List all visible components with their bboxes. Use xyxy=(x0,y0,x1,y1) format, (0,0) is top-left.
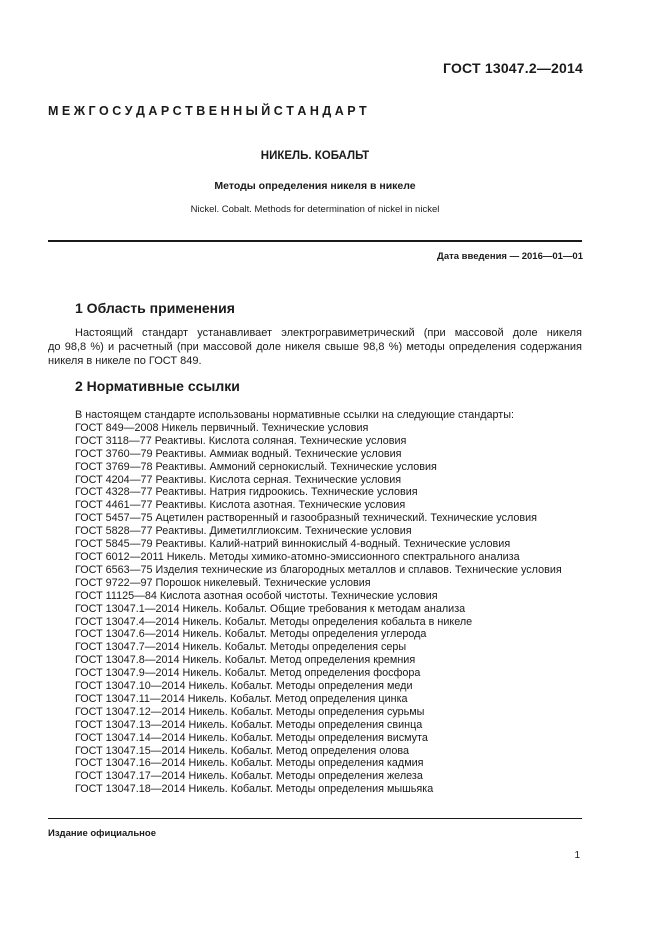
section-1-line: до 98,8 %) и расчетный (при массовой доле никеля свыше 98,8 %) методы определения содержания xyxy=(48,341,582,354)
reference-item: ГОСТ 5457—75 Ацетилен растворенный и газообразный технический. Технические условия xyxy=(75,512,538,525)
reference-item: ГОСТ 13047.12—2014 Никель. Кобальт. Методы определения сурьмы xyxy=(75,705,425,718)
header-divider xyxy=(48,240,582,242)
section-2-heading: 2 Нормативные ссылки xyxy=(75,378,240,394)
reference-item: ГОСТ 13047.7—2014 Никель. Кобальт. Методы определения серы xyxy=(75,641,407,654)
reference-item: ГОСТ 13047.6—2014 Никель. Кобальт. Методы определения углерода xyxy=(75,628,427,641)
reference-item: ГОСТ 13047.9—2014 Никель. Кобальт. Метод определения фосфора xyxy=(75,667,421,680)
interstate-standard-banner xyxy=(48,104,588,118)
reference-item: ГОСТ 849—2008 Никель первичный. Технические условия xyxy=(75,421,369,434)
section-1-line: никеля в никеле по ГОСТ 849. xyxy=(48,355,202,368)
reference-item: ГОСТ 11125—84 Кислота азотная особой чистоты. Технические условия xyxy=(75,589,438,602)
reference-item: ГОСТ 4204—77 Реактивы. Кислота серная. Технические условия xyxy=(75,473,402,486)
reference-item: ГОСТ 4461—77 Реактивы. Кислота азотная. Технические условия xyxy=(75,499,406,512)
section-1-body xyxy=(48,326,582,369)
gost-code: ГОСТ 13047.2—2014 xyxy=(443,60,583,76)
footer-divider xyxy=(48,818,582,819)
references-intro: В настоящем стандарте использованы нормативные ссылки на следующие стандарты: xyxy=(75,409,514,421)
reference-item: ГОСТ 9722—97 Порошок никелевый. Технические условия xyxy=(75,576,371,589)
reference-item: ГОСТ 4328—77 Реактивы. Натрия гидроокись. Технические условия xyxy=(75,486,418,499)
reference-item: ГОСТ 13047.17—2014 Никель. Кобальт. Методы определения железа xyxy=(75,770,423,783)
reference-item: ГОСТ 13047.16—2014 Никель. Кобальт. Методы определения кадмия xyxy=(75,757,424,770)
reference-item: ГОСТ 5828—77 Реактивы. Диметилглиоксим. Технические условия xyxy=(75,525,412,538)
introduction-date: Дата введения — 2016—01—01 xyxy=(437,251,583,262)
reference-item: ГОСТ 5845—79 Реактивы. Калий-натрий виннокислый 4-водный. Технические условия xyxy=(75,538,511,551)
reference-item: ГОСТ 6012—2011 Никель. Методы химико-атомно-эмиссионного спектрального анализа xyxy=(75,550,520,563)
normative-references-list xyxy=(75,409,585,796)
page-number: 1 xyxy=(574,850,580,861)
reference-item: ГОСТ 13047.18—2014 Никель. Кобальт. Методы определения мышьяка xyxy=(75,783,434,796)
official-edition-label: Издание официальное xyxy=(48,828,156,839)
reference-item: ГОСТ 13047.13—2014 Никель. Кобальт. Методы определения свинца xyxy=(75,718,423,731)
reference-item: ГОСТ 13047.15—2014 Никель. Кобальт. Метод определения олова xyxy=(75,744,410,757)
reference-item: ГОСТ 13047.11—2014 Никель. Кобальт. Метод определения цинка xyxy=(75,692,408,705)
section-1-line: Настоящий стандарт устанавливает электрогравиметрический (при массовой доле никеля xyxy=(75,327,582,339)
document-subtitle: Методы определения никеля в никеле xyxy=(214,180,416,192)
reference-item: ГОСТ 6563—75 Изделия технические из благородных металлов и сплавов. Технические условия xyxy=(75,563,562,576)
interstate-standard-text: М Е Ж Г О С У Д А Р С Т В Е Н Н Ы Й С Т А Н Д А Р Т xyxy=(48,104,367,118)
reference-item: ГОСТ 3760—79 Реактивы. Аммиак водный. Технические условия xyxy=(75,447,402,460)
document-title: НИКЕЛЬ. КОБАЛЬТ xyxy=(260,150,370,162)
section-1-heading: 1 Область применения xyxy=(75,300,235,316)
reference-item: ГОСТ 3118—77 Реактивы. Кислота соляная. Технические условия xyxy=(75,434,407,447)
reference-item: ГОСТ 13047.14—2014 Никель. Кобальт. Методы определения висмута xyxy=(75,731,428,744)
reference-item: ГОСТ 3769—78 Реактивы. Аммоний сернокислый. Технические условия xyxy=(75,460,437,473)
reference-item: ГОСТ 13047.10—2014 Никель. Кобальт. Методы определения меди xyxy=(75,680,413,693)
reference-item: ГОСТ 13047.1—2014 Никель. Кобальт. Общие требования к методам анализа xyxy=(75,602,466,615)
reference-item: ГОСТ 13047.4—2014 Никель. Кобальт. Методы определения кобальта в никеле xyxy=(75,615,473,628)
document-title-english: Nickel. Cobalt. Methods for determination of nickel in nickel xyxy=(190,204,440,215)
reference-item: ГОСТ 13047.8—2014 Никель. Кобальт. Метод определения кремния xyxy=(75,654,416,667)
